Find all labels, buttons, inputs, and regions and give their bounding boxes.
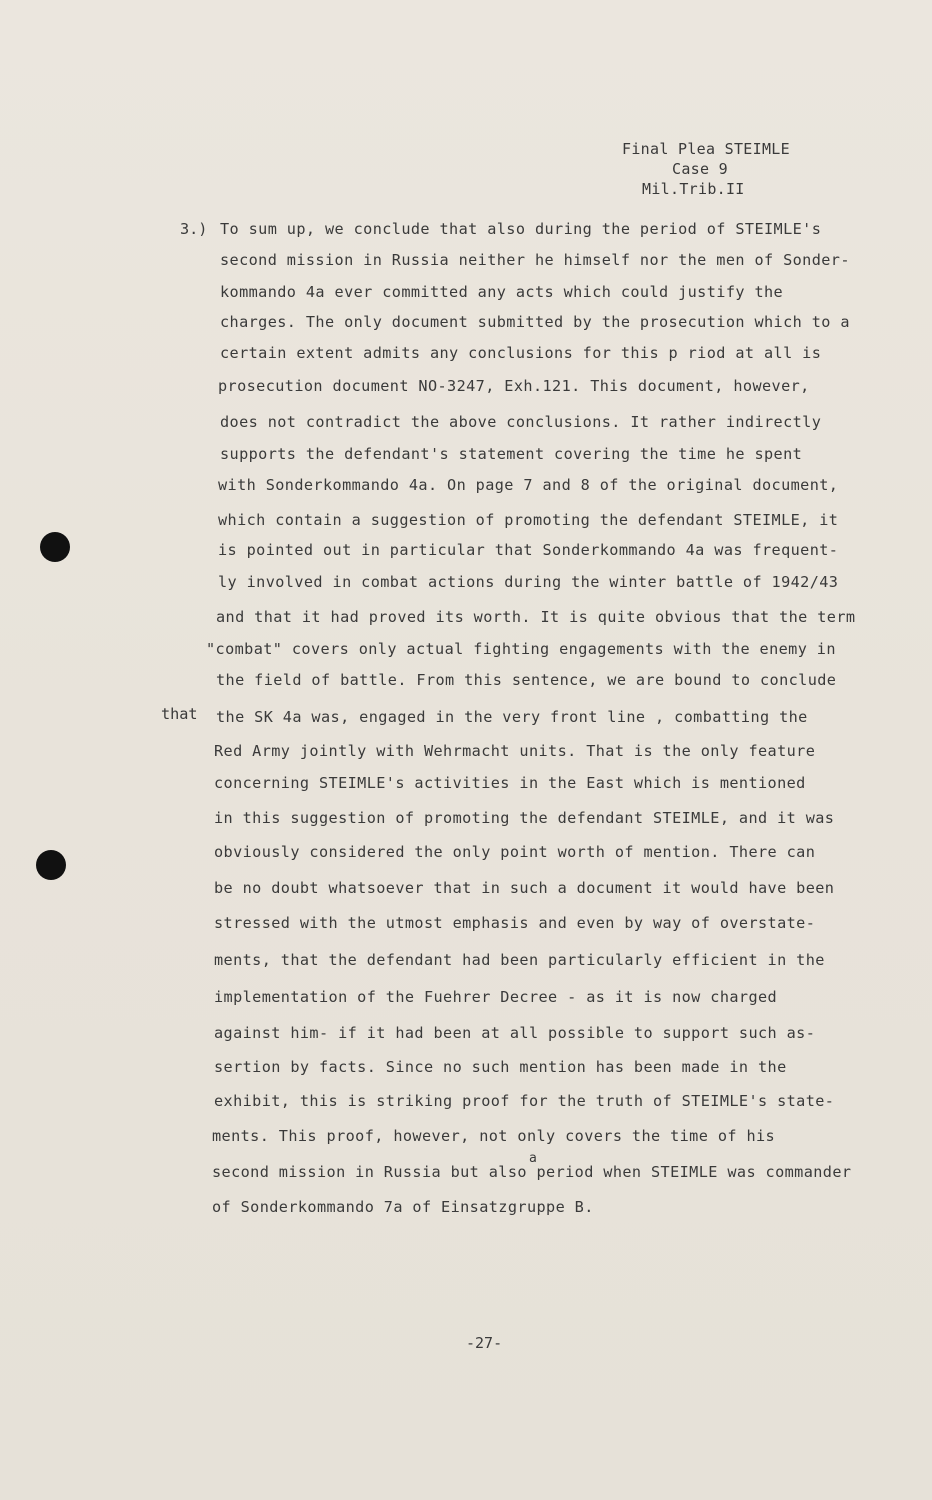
- text-line: Red Army jointly with Wehrmacht units. That is the only feature: [214, 742, 816, 760]
- text-line: does not contradict the above conclusions. It rather indirectly: [220, 413, 822, 431]
- handwritten-insertion: a: [529, 1151, 537, 1166]
- text-line: "combat" covers only actual fighting engagements with the enemy in: [206, 640, 836, 658]
- text-line: concerning STEIMLE's activities in the East which is mentioned: [214, 774, 806, 792]
- text-line: the SK 4a was, engaged in the very front line , combatting the: [216, 708, 808, 726]
- text-line: prosecution document NO-3247, Exh.121. This document, however,: [218, 377, 810, 395]
- text-line: kommando 4a ever committed any acts which could justify the: [220, 283, 784, 301]
- text-line: second mission in Russia neither he himself nor the men of Sonder-: [220, 251, 850, 269]
- text-line: certain extent admits any conclusions for this p riod at all is: [220, 344, 822, 362]
- text-line: with Sonderkommando 4a. On page 7 and 8 of the original document,: [218, 476, 839, 494]
- page-number: -27-: [466, 1334, 503, 1352]
- header-title: Final Plea STEIMLE: [622, 140, 790, 158]
- text-line: stressed with the utmost emphasis and even by way of overstate-: [214, 914, 816, 932]
- header-case: Case 9: [672, 160, 728, 178]
- text-line: charges. The only document submitted by the prosecution which to a: [220, 313, 850, 331]
- paragraph-number: 3.): [180, 220, 208, 238]
- text-line: and that it had proved its worth. It is quite obvious that the term: [216, 608, 856, 626]
- text-line: against him- if it had been at all possible to support such as-: [214, 1024, 816, 1042]
- punch-hole-upper: [40, 532, 70, 562]
- text-line: ly involved in combat actions during the winter battle of 1942/43: [218, 573, 839, 591]
- text-line: is pointed out in particular that Sonderkommando 4a was frequent-: [218, 541, 839, 559]
- text-line: obviously considered the only point worth of mention. There can: [214, 843, 816, 861]
- text-line: implementation of the Fuehrer Decree - as it is now charged: [214, 988, 778, 1006]
- header-tribunal: Mil.Trib.II: [642, 180, 745, 198]
- case-header: [622, 139, 790, 199]
- text-line: ments. This proof, however, not only covers the time of his: [212, 1127, 776, 1145]
- text-line: exhibit, this is striking proof for the truth of STEIMLE's state-: [214, 1092, 835, 1110]
- text-line: ments, that the defendant had been particularly efficient in the: [214, 951, 825, 969]
- punch-hole-lower: [36, 850, 66, 880]
- margin-annotation: that: [161, 705, 198, 723]
- text-line: be no doubt whatsoever that in such a document it would have been: [214, 879, 835, 897]
- text-line: which contain a suggestion of promoting the defendant STEIMLE, it: [218, 511, 839, 529]
- text-line: the field of battle. From this sentence, we are bound to conclude: [216, 671, 837, 689]
- text-line: To sum up, we conclude that also during the period of STEIMLE's: [220, 220, 822, 238]
- text-line: of Sonderkommando 7a of Einsatzgruppe B.: [212, 1198, 594, 1216]
- text-line: in this suggestion of promoting the defendant STEIMLE, and it was: [214, 809, 835, 827]
- text-line: supports the defendant's statement covering the time he spent: [220, 445, 803, 463]
- text-line: second mission in Russia but also period when STEIMLE was commander: [212, 1163, 852, 1181]
- text-line: sertion by facts. Since no such mention has been made in the: [214, 1058, 787, 1076]
